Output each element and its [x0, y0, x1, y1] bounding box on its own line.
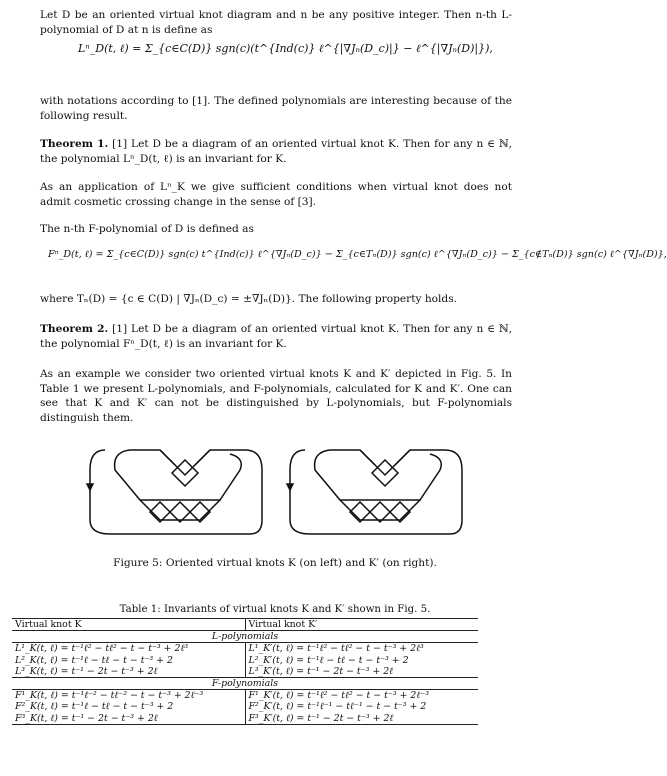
paragraph-notations: with notations according to [1]. The defined polynomials are interesting because of the following result.	[40, 95, 512, 122]
equation-f-polynomial: Fⁿ_D(t, ℓ) = Σ_{c∈C(D)} sgn(c) t^{Ind(c)} ℓ^{∇Jₙ(D_c)} − Σ_{c∈Tₙ(D)} sgn(c) ℓ^{∇Jₙ(D_c)} − Σ_{c∉Tₙ(D)} sgn(c) ℓ^{∇Jₙ(D)},	[48, 249, 667, 260]
l1-k: L¹_K(t, ℓ) = t⁻¹ℓ² − tℓ² − t − t⁻³ + 2ℓ³	[15, 643, 189, 655]
figure-5-knots	[0, 430, 550, 545]
l3-k-prime: L³_K′(t, ℓ) = t⁻¹ − 2t − t⁻³ + 2ℓ	[245, 666, 478, 678]
knot-k-prime-diagram	[287, 450, 462, 534]
paragraph-tn-definition: where Tₙ(D) = {c ∈ C(D) | ∇Jₙ(D_c) = ±∇Jₙ(D)}. The following property holds.	[40, 293, 457, 305]
paragraph-example: As an example we consider two oriented virtual knots K and K′ depicted in Fig. 5. In Table 1 we present L-polynomials, and F-polynomials, calculated for K and K′. One can see that K and K′ can not be distinguished by L-polynomials, but F-polynomials distinguish them.	[40, 368, 512, 424]
f3-k-prime: F³_K′(t, ℓ) = t⁻¹ − 2t − t⁻³ + 2ℓ	[245, 713, 478, 725]
l3-k: L³_K(t, ℓ) = t⁻¹ − 2t − t⁻³ + 2ℓ	[15, 665, 158, 677]
header-knot-k: Virtual knot K	[12, 619, 245, 631]
header-knot-k-prime: Virtual knot K′	[245, 619, 478, 631]
figure-5-caption: Figure 5: Oriented virtual knots K (on left) and K′ (on right).	[113, 557, 437, 569]
f1-k: F¹_K(t, ℓ) = t⁻¹ℓ⁻² − tℓ⁻² − t − t⁻³ + 2ℓ⁻³	[15, 690, 204, 702]
knot-k-diagram	[87, 450, 262, 534]
f3-k: F³_K(t, ℓ) = t⁻¹ − 2t − t⁻³ + 2ℓ	[15, 712, 158, 724]
table-row	[12, 713, 478, 725]
theorem-2-label: Theorem 2.	[40, 323, 109, 335]
l1-k-prime: L¹_K′(t, ℓ) = t⁻¹ℓ² − tℓ² − t − t⁻³ + 2ℓ³	[245, 643, 478, 655]
theorem-1-label: Theorem 1.	[40, 138, 109, 150]
f2-k-prime: F²_K′(t, ℓ) = t⁻¹ℓ⁻¹ − tℓ⁻¹ − t − t⁻³ + 2	[245, 701, 478, 712]
table-row	[12, 690, 478, 702]
f1-k-prime: F¹_K′(t, ℓ) = t⁻¹ℓ² − tℓ² − t − t⁻³ + 2ℓ⁻³	[245, 690, 478, 702]
theorem-2-text: [1] Let D be a diagram of an oriented virtual knot K. Then for any n ∈ ℕ, the polynomial Fⁿ_D(t, ℓ) is an invariant for K.	[40, 323, 512, 350]
theorem-1	[40, 137, 512, 166]
paragraph-l-poly-intro: Let D be an oriented virtual knot diagram and n be any positive integer. Then n-th L-polynomial of D at n is define as	[40, 9, 512, 36]
equation-l-polynomial: Lⁿ_D(t, ℓ) = Σ_{c∈C(D)} sgn(c)(t^{Ind(c)} ℓ^{|∇Jₙ(D_c)|} − ℓ^{|∇Jₙ(D)|}),	[78, 42, 493, 55]
table-row	[12, 643, 478, 655]
table-row	[12, 701, 478, 712]
section-f-polynomials: F-polynomials	[12, 678, 478, 690]
paragraph-application: As an application of Lⁿ_K we give sufficient conditions when virtual knot does not admit cosmetic crossing change in the sense of [3].	[40, 181, 512, 208]
table-1	[12, 618, 478, 725]
table-row	[12, 666, 478, 678]
section-l-polynomials: L-polynomials	[12, 631, 478, 643]
theorem-2	[40, 322, 512, 351]
table-header-row	[12, 619, 478, 631]
section-row-f	[12, 678, 478, 690]
table-row	[12, 655, 478, 666]
section-row-l	[12, 631, 478, 643]
invariants-table	[12, 618, 478, 725]
l2-k: L²_K(t, ℓ) = t⁻¹ℓ − tℓ − t − t⁻³ + 2	[15, 654, 173, 666]
f2-k: F²_K(t, ℓ) = t⁻¹ℓ − tℓ − t − t⁻³ + 2	[15, 701, 174, 713]
paragraph-f-poly-intro: The n-th F-polynomial of D is defined as	[40, 223, 254, 235]
theorem-1-text: [1] Let D be a diagram of an oriented virtual knot K. Then for any n ∈ ℕ, the polynomial Lⁿ_D(t, ℓ) is an invariant for K.	[40, 138, 512, 165]
l2-k-prime: L²_K′(t, ℓ) = t⁻¹ℓ − tℓ − t − t⁻³ + 2	[245, 655, 478, 666]
table-1-caption: Table 1: Invariants of virtual knots K and K′ shown in Fig. 5.	[119, 604, 431, 615]
